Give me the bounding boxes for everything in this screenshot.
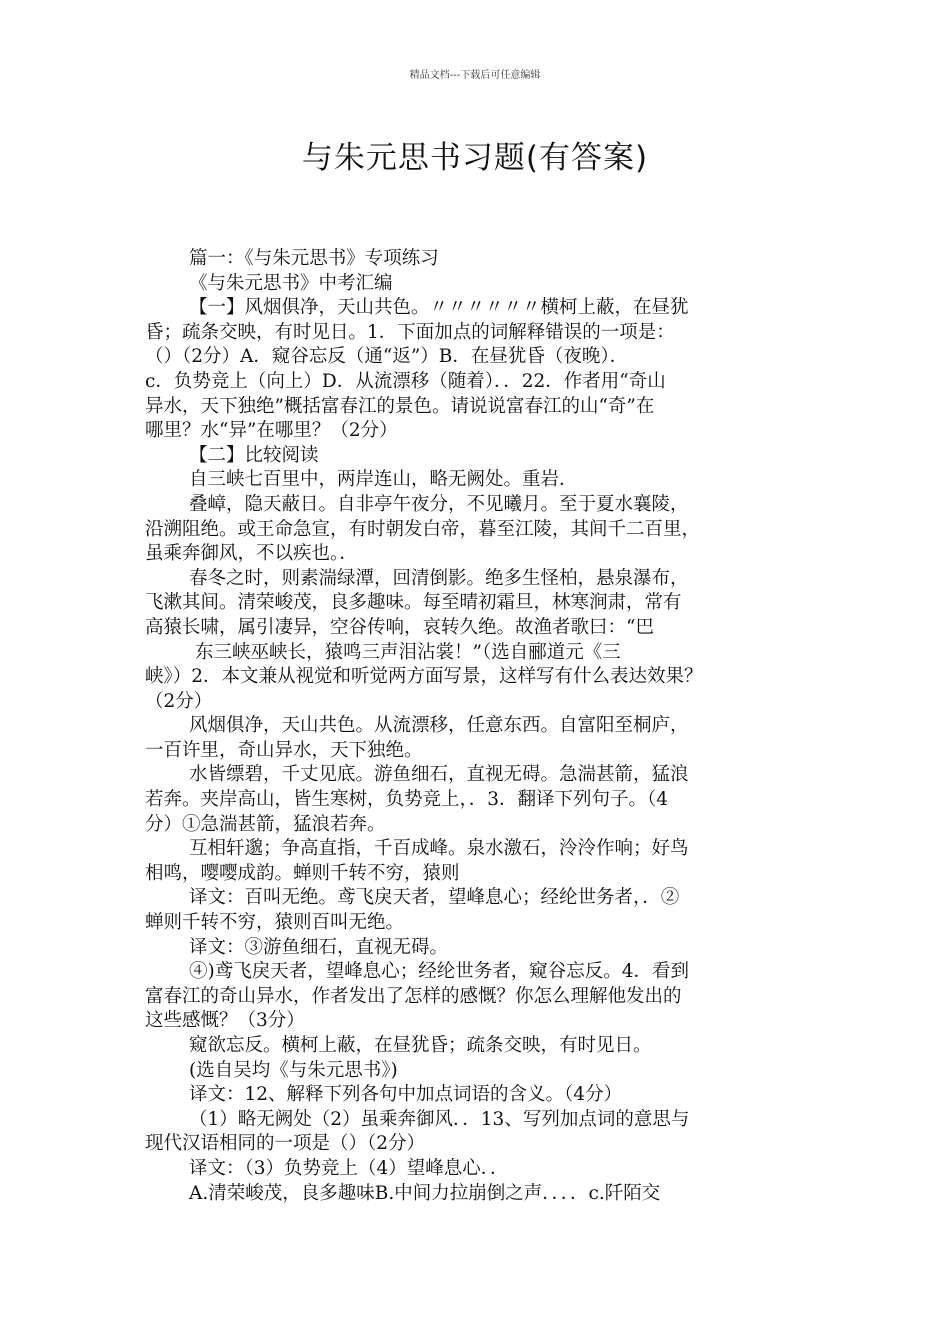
text-line: 水皆缥碧，千丈见底。游鱼细石，直视无碍。急湍甚箭，猛浪 xyxy=(189,764,689,786)
document-body xyxy=(145,247,810,1206)
text-line: 这些感慨？（3分） xyxy=(145,1010,305,1032)
text-line: （2分） xyxy=(145,690,213,712)
text-line: 叠嶂，隐天蔽日。自非亭午夜分，不见曦月。至于夏水襄陵， xyxy=(189,493,689,515)
text-line: 飞漱其间。清荣峻茂，良多趣味。每至晴初霜旦，林寒涧肃，常有 xyxy=(145,592,682,614)
text-line: A.清荣峻茂，良多趣味B.中间力拉崩倒之声．．．．c.阡陌交 xyxy=(189,1182,661,1204)
text-line: 虽乘奔御风，不以疾也。． xyxy=(145,543,358,565)
header-note: 精品文档---下载后可任意编辑 xyxy=(409,70,541,81)
text-line: 译文：百叫无绝。鸢飞戾天者，望峰息心；经纶世务者，．② xyxy=(189,887,680,909)
text-line: 东三峡巫峡长，猿鸣三声泪沾裳！”（选自郦道元《三 xyxy=(195,641,621,663)
text-line: （1）略无阙处（2）虽乘奔御风．．13、写列加点词的意思与 xyxy=(189,1108,690,1130)
text-line: 高猿长啸，属引凄异，空谷传响，哀转久绝。故渔者歌曰：“巴 xyxy=(145,616,654,638)
text-line: 风烟俱净，天山共色。从流漂移，任意东西。自富阳至桐庐， xyxy=(189,715,689,737)
document-title: 与朱元思书习题(有答案) xyxy=(301,140,649,176)
text-line: c．负势竞上（向上）D．从流漂移（随着）．．22．作者用“奇山 xyxy=(145,370,666,392)
text-line: 自三峡七百里中，两岸连山，略无阙处。重岩． xyxy=(189,469,578,491)
text-line: （）（2分）A．窥谷忘反（通“返”）B．在昼犹昏（夜晚）． xyxy=(145,346,629,368)
text-line: 哪里？水“异”在哪里？（2分） xyxy=(145,420,398,442)
text-line: 昏；疏条交映，有时见日。1．下面加点的词解释错误的一项是： xyxy=(145,321,675,343)
text-line: 异水，天下独绝”概括富春江的景色。请说说富春江的山“奇”在 xyxy=(145,395,655,417)
text-line: 相鸣，嘤嘤成韵。蝉则千转不穷，猿则 xyxy=(145,862,460,884)
text-line: 译文：③游鱼细石，直视无碍。 xyxy=(189,936,449,958)
text-line: 一百许里，奇山异水，天下独绝。 xyxy=(145,739,423,761)
text-line: 【二】比较阅读 xyxy=(189,444,319,466)
text-line: ④)鸢飞戾天者，望峰息心；经纶世务者，窥谷忘反。4．看到 xyxy=(189,961,689,983)
text-line: 春冬之时，则素湍绿潭，回清倒影。绝多生怪柏，悬泉瀑布， xyxy=(189,567,689,589)
text-line: 篇一：《与朱元思书》专项练习 xyxy=(189,248,439,269)
text-line: 沿溯阻绝。或王命急宣，有时朝发白帝，暮至江陵，其间千二百里， xyxy=(145,518,701,540)
text-line: 蝉则千转不穷，猿则百叫无绝。 xyxy=(145,912,405,934)
text-line: 【一】风烟俱净，天山共色。〃〃〃〃〃〃横柯上蔽，在昼犹 xyxy=(189,297,689,319)
text-line: 窥欲忘反。横柯上蔽，在昼犹昏；疏条交映，有时见日。 xyxy=(189,1035,652,1056)
text-line: 分）①急湍甚箭，猛浪若奔。 xyxy=(145,813,386,835)
text-line: 译文：（3）负势竞上（4）望峰息心．． xyxy=(189,1157,509,1179)
text-line: 译文：12、解释下列各句中加点词语的含义。（4分） xyxy=(189,1084,623,1106)
text-line: 《与朱元思书》中考汇编 xyxy=(189,272,393,294)
text-line: 互相轩邈；争高直指，千百成峰。泉水激石，泠泠作响；好鸟 xyxy=(189,838,689,860)
text-line: 若奔。夹岸高山，皆生寒树，负势竞上，．3．翻译下列句子。（4 xyxy=(145,789,669,811)
text-line: (选自吴均《与朱元思书》) xyxy=(189,1059,398,1081)
text-line: 富春江的奇山异水，作者发出了怎样的感慨？你怎么理解他发出的 xyxy=(145,985,682,1007)
text-line: 现代汉语相同的一项是（）（2分） xyxy=(145,1133,426,1155)
text-line: 峡》）2．本文兼从视觉和听觉两方面写景，这样写有什么表达效果？ xyxy=(145,666,703,688)
